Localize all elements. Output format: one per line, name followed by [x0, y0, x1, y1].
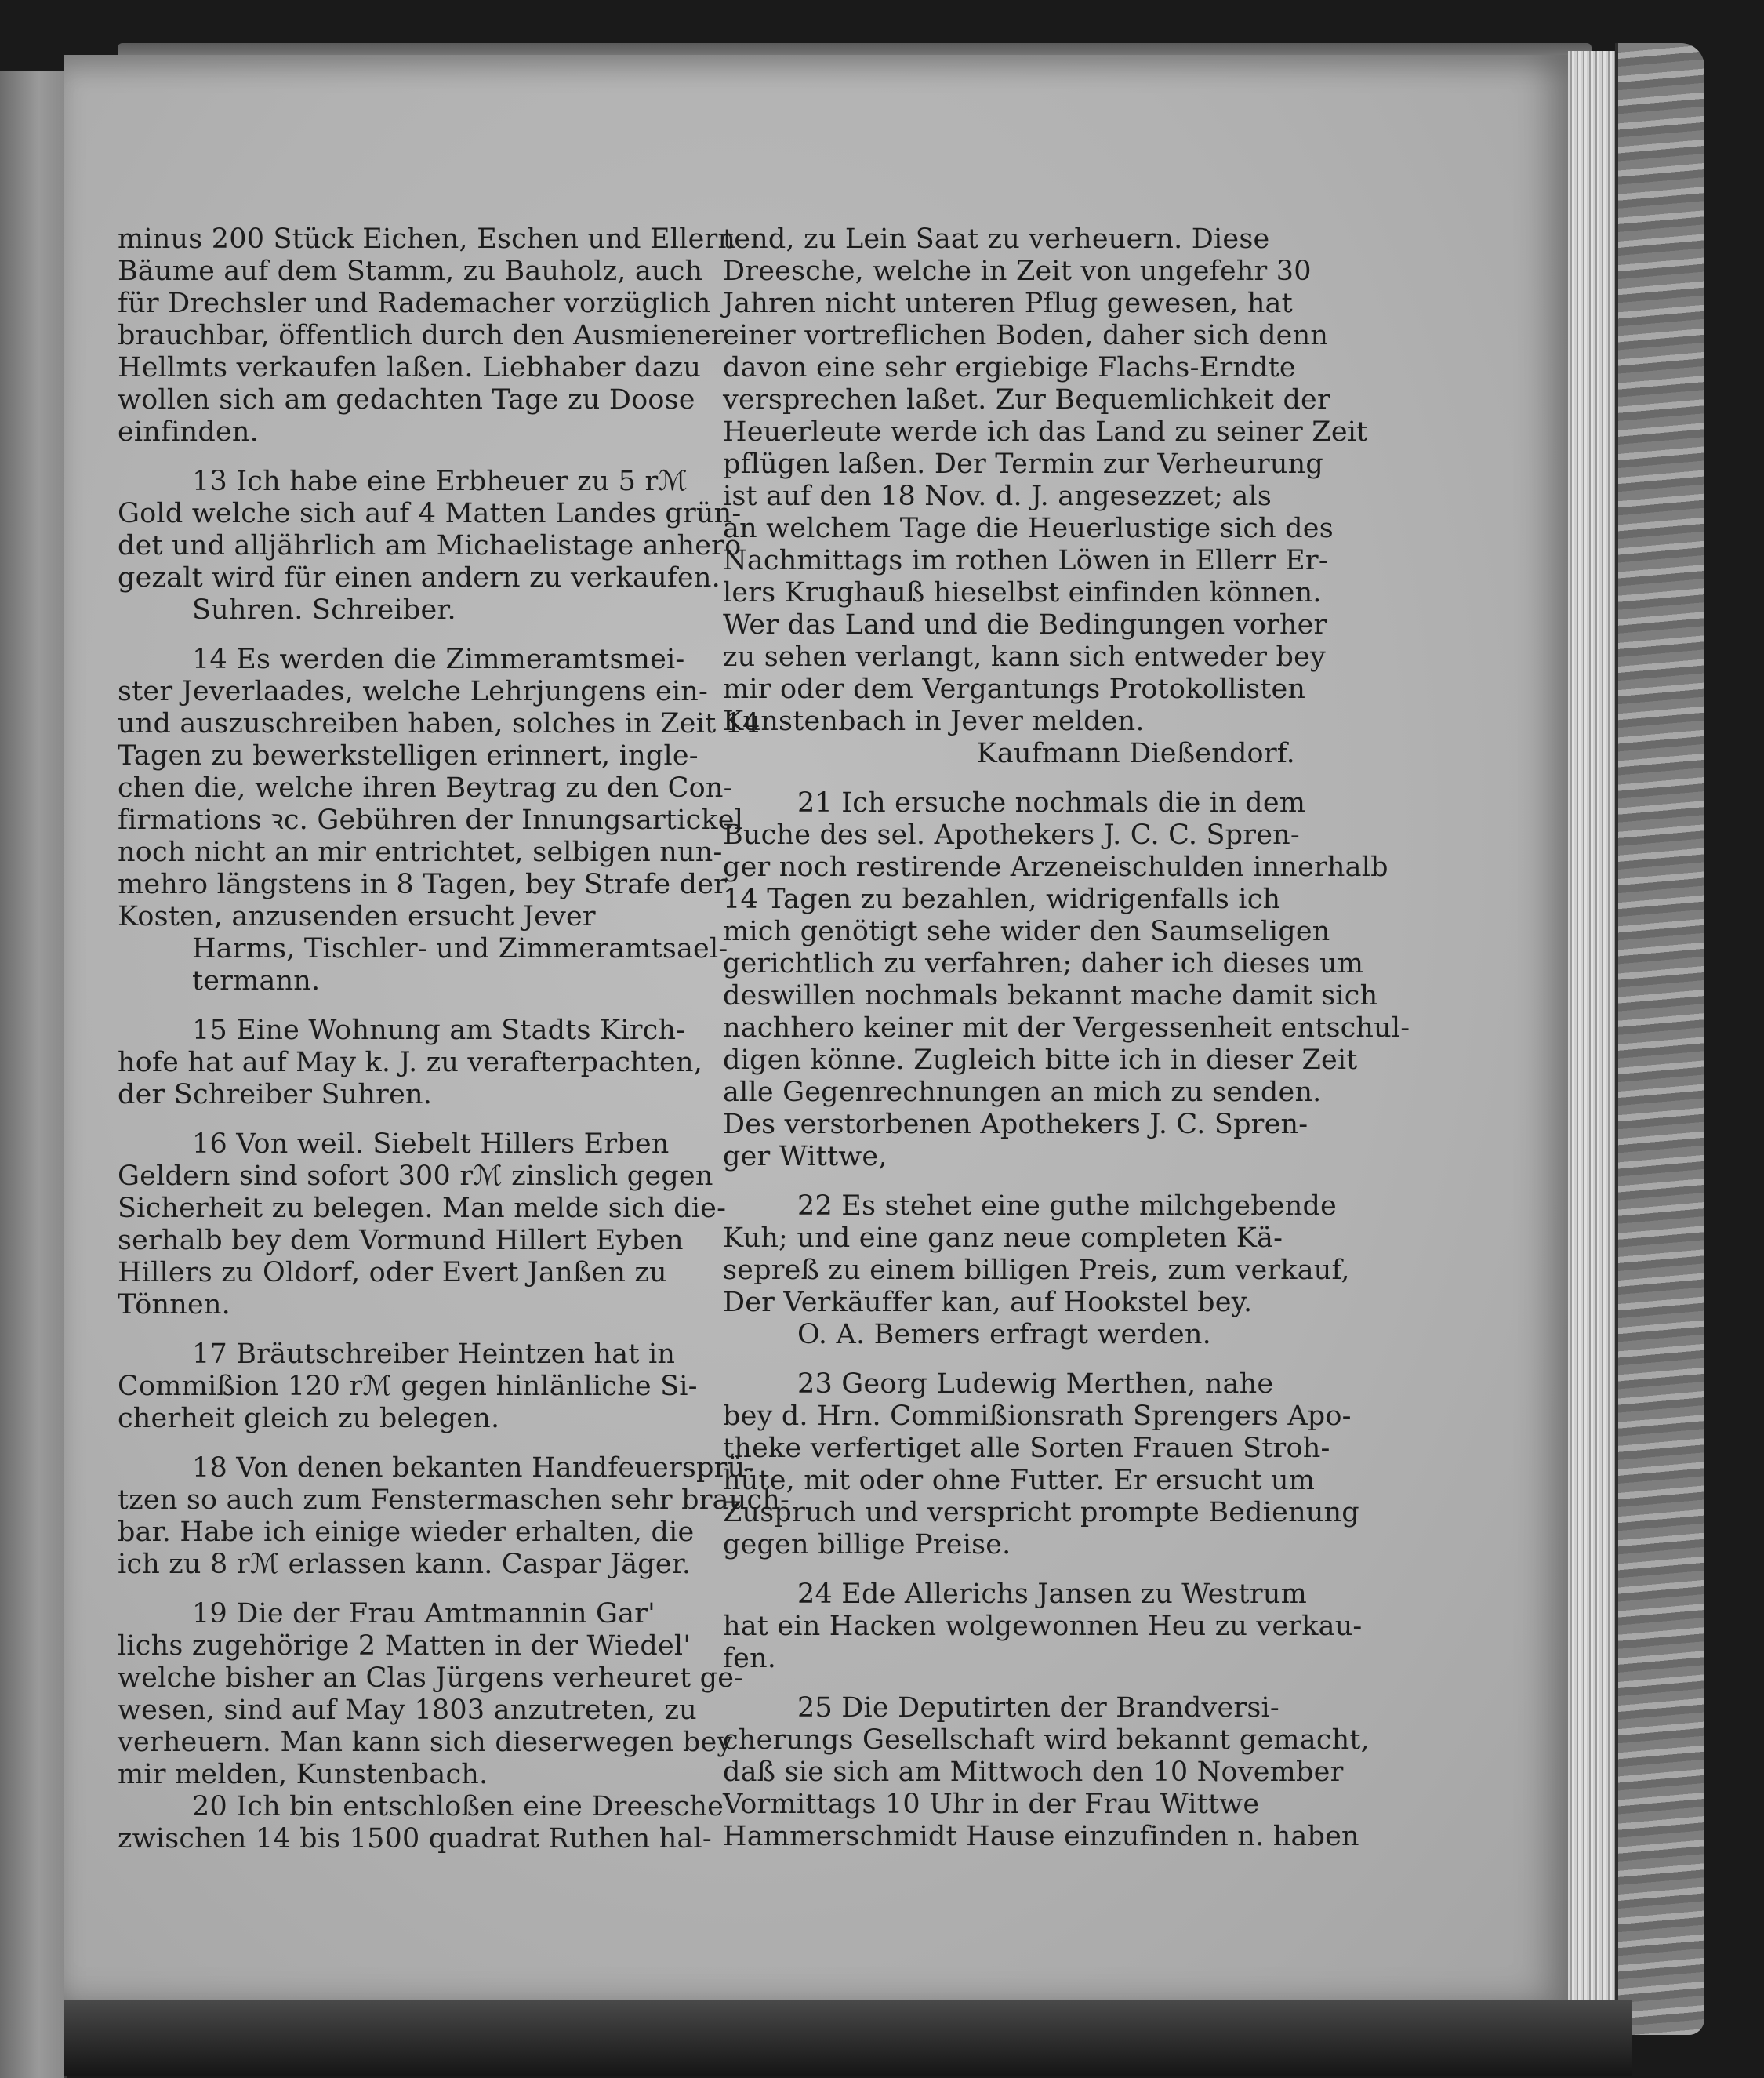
- bottom-shadow: [64, 2000, 1632, 2076]
- text-line: gezalt wird für einen andern zu verkaufen.: [118, 562, 721, 594]
- text-line: Gold welche sich auf 4 Matten Landes grün-: [118, 498, 742, 529]
- text-line: Suhren. Schreiber.: [192, 594, 456, 626]
- book-cover-edge: [1615, 43, 1704, 2035]
- text-line: termann.: [192, 965, 321, 997]
- text-line: lers Krughauß hieselbst einfinden können.: [723, 577, 1322, 609]
- text-line: für Drechsler und Rademacher vorzüglich: [118, 288, 711, 319]
- text-line: gerichtlich zu verfahren; daher ich dieses um: [723, 948, 1364, 979]
- text-line: deswillen nochmals bekannt mache damit sich: [723, 980, 1378, 1012]
- text-line: chen die, welche ihren Beytrag zu den Con-: [118, 772, 733, 804]
- text-line: zwischen 14 bis 1500 quadrat Ruthen hal-: [118, 1823, 712, 1855]
- text-line: verheuern. Man kann sich dieserwegen bey: [118, 1727, 733, 1758]
- text-line: ist auf den 18 Nov. d. J. angesezzet; als: [723, 481, 1272, 512]
- text-line: ster Jeverlaades, welche Lehrjungens ein-: [118, 676, 709, 707]
- text-line: hüte, mit oder ohne Futter. Er ersucht um: [723, 1465, 1316, 1496]
- text-line: Commißion 120 rℳ gegen hinlänliche Si-: [118, 1371, 698, 1402]
- text-line: Vormittags 10 Uhr in der Frau Wittwe: [723, 1789, 1260, 1820]
- text-line: tend, zu Lein Saat zu verheuern. Diese: [723, 223, 1270, 255]
- text-line: Sicherheit zu belegen. Man melde sich die-: [118, 1193, 727, 1224]
- text-line: alle Gegenrechnungen an mich zu senden.: [723, 1077, 1322, 1108]
- text-line: Hillers zu Oldorf, oder Evert Janßen zu: [118, 1257, 667, 1288]
- text-line: zu sehen verlangt, kann sich entweder bey: [723, 641, 1327, 673]
- text-line: bey d. Hrn. Commißionsrath Sprengers Apo-: [723, 1400, 1352, 1432]
- text-line: 18 Von denen bekanten Handfeuersprü-: [192, 1452, 755, 1484]
- text-line: Kuh; und eine ganz neue completen Kä-: [723, 1222, 1283, 1254]
- text-line: versprechen laßet. Zur Bequemlichkeit der: [723, 384, 1330, 416]
- text-line: 17 Bräutschreiber Heintzen hat in: [192, 1339, 676, 1370]
- text-line: Kosten, anzusenden ersucht Jever: [118, 901, 596, 932]
- text-line: ich zu 8 rℳ erlassen kann. Caspar Jäger.: [118, 1549, 691, 1580]
- text-line: der Schreiber Suhren.: [118, 1079, 433, 1110]
- text-line: davon eine sehr ergiebige Flachs-Erndte: [723, 352, 1296, 383]
- text-line: bar. Habe ich einige wieder erhalten, die: [118, 1517, 695, 1548]
- text-line: 24 Ede Allerichs Jansen zu Westrum: [797, 1578, 1307, 1610]
- text-line: einer vortreflichen Boden, daher sich denn: [723, 320, 1329, 351]
- text-line: Des verstorbenen Apothekers J. C. Spren-: [723, 1109, 1308, 1140]
- page-edge-stack: [1568, 51, 1615, 2004]
- text-line: 21 Ich ersuche nochmals die in dem: [797, 787, 1306, 819]
- text-line: Zuspruch und verspricht prompte Bedienung: [723, 1497, 1359, 1528]
- text-line: Kaufmann Dießendorf.: [976, 738, 1295, 769]
- text-line: 22 Es stehet eine guthe milchgebende: [797, 1190, 1337, 1222]
- text-line: Heuerleute werde ich das Land zu seiner Zeit: [723, 416, 1368, 448]
- text-line: pflügen laßen. Der Termin zur Verheurung: [723, 449, 1323, 480]
- text-line: mir melden, Kunstenbach.: [118, 1759, 488, 1790]
- text-line: Bäume auf dem Stamm, zu Bauholz, auch: [118, 256, 703, 287]
- text-line: Jahren nicht unteren Pflug gewesen, hat: [723, 288, 1293, 319]
- text-line: 19 Die der Frau Amtmannin Gar': [192, 1598, 655, 1629]
- text-line: nachhero keiner mit der Vergessenheit entschul-: [723, 1012, 1410, 1044]
- text-line: minus 200 Stück Eichen, Eschen und Ellern: [118, 223, 736, 255]
- text-line: fen.: [723, 1643, 777, 1674]
- text-line: 15 Eine Wohnung am Stadts Kirch-: [192, 1015, 686, 1046]
- text-line: gegen billige Preise.: [723, 1529, 1011, 1560]
- text-line: lichs zugehörige 2 Matten in der Wiedel': [118, 1630, 691, 1662]
- text-line: Nachmittags im rothen Löwen in Ellerr Er-: [723, 545, 1328, 576]
- text-line: 16 Von weil. Siebelt Hillers Erben: [192, 1128, 670, 1160]
- text-line: sepreß zu einem billigen Preis, zum verkauf,: [723, 1255, 1350, 1286]
- text-line: ger Wittwe,: [723, 1141, 887, 1172]
- text-line: mich genötigt sehe wider den Saumseligen: [723, 916, 1330, 947]
- text-line: welche bisher an Clas Jürgens verheuret ge-: [118, 1662, 744, 1694]
- text-line: Der Verkäuffer kan, auf Hookstel bey.: [723, 1287, 1253, 1318]
- text-line: theke verfertiget alle Sorten Frauen Stroh-: [723, 1433, 1330, 1464]
- text-line: 13 Ich habe eine Erbheuer zu 5 rℳ: [192, 466, 688, 497]
- text-line: serhalb bey dem Vormund Hillert Eyben: [118, 1225, 684, 1256]
- text-line: wollen sich am gedachten Tage zu Doose: [118, 384, 695, 416]
- text-line: tzen so auch zum Fenstermaschen sehr brauch-: [118, 1484, 790, 1516]
- left-text-column: [118, 223, 790, 1855]
- text-line: cherungs Gesellschaft wird bekannt gemacht,: [723, 1724, 1370, 1756]
- text-line: mehro längstens in 8 Tagen, bey Strafe der: [118, 869, 728, 900]
- text-line: digen könne. Zugleich bitte ich in dieser Zeit: [723, 1044, 1358, 1076]
- left-page-edge: [0, 71, 67, 2078]
- text-line: Geldern sind sofort 300 rℳ zinslich gegen: [118, 1161, 713, 1192]
- text-line: hat ein Hacken wolgewonnen Heu zu verkau-: [723, 1611, 1363, 1642]
- text-line: 23 Georg Ludewig Merthen, nahe: [797, 1368, 1274, 1400]
- text-line: Hellmts verkaufen laßen. Liebhaber dazu: [118, 352, 702, 383]
- text-line: wesen, sind auf May 1803 anzutreten, zu: [118, 1695, 697, 1726]
- text-line: Wer das Land und die Bedingungen vorher: [723, 609, 1327, 641]
- text-line: 25 Die Deputirten der Brandversi-: [797, 1692, 1279, 1724]
- text-line: mir oder dem Vergantungs Protokollisten: [723, 674, 1306, 705]
- text-line: Harms, Tischler- und Zimmeramtsael-: [192, 933, 728, 965]
- text-line: einfinden.: [118, 416, 259, 448]
- text-line: Tönnen.: [118, 1289, 230, 1321]
- text-line: 14 Es werden die Zimmeramtsmei-: [192, 644, 685, 675]
- text-line: firmations ꝛc. Gebühren der Innungsartickel: [118, 805, 744, 836]
- text-line: an welchem Tage die Heuerlustige sich des: [723, 513, 1334, 544]
- text-line: O. A. Bemers erfragt werden.: [797, 1319, 1211, 1350]
- text-line: det und alljährlich am Michaelistage anhero: [118, 530, 742, 561]
- text-line: Hammerschmidt Hause einzufinden n. haben: [723, 1821, 1359, 1852]
- text-line: 14 Tagen zu bezahlen, widrigenfalls ich: [723, 884, 1281, 915]
- text-line: und auszuschreiben haben, solches in Zeit 14: [118, 708, 760, 739]
- text-line: cherheit gleich zu belegen.: [118, 1403, 500, 1434]
- text-line: ger noch restirende Arzeneischulden innerhalb: [723, 852, 1388, 883]
- text-line: hofe hat auf May k. J. zu verafterpachten,: [118, 1047, 703, 1078]
- text-line: Buche des sel. Apothekers J. C. C. Spren-: [723, 819, 1300, 851]
- text-line: 20 Ich bin entschloßen eine Dreesche: [192, 1791, 724, 1822]
- text-line: noch nicht an mir entrichtet, selbigen nun-: [118, 837, 723, 868]
- text-line: Tagen zu bewerkstelligen erinnert, ingle-: [118, 740, 699, 772]
- text-line: daß sie sich am Mittwoch den 10 November: [723, 1756, 1344, 1788]
- text-line: Dreesche, welche in Zeit von ungefehr 30: [723, 256, 1312, 287]
- right-text-column: [723, 223, 1410, 1853]
- text-line: Kunstenbach in Jever melden.: [723, 706, 1145, 737]
- text-line: brauchbar, öffentlich durch den Ausmiener: [118, 320, 724, 351]
